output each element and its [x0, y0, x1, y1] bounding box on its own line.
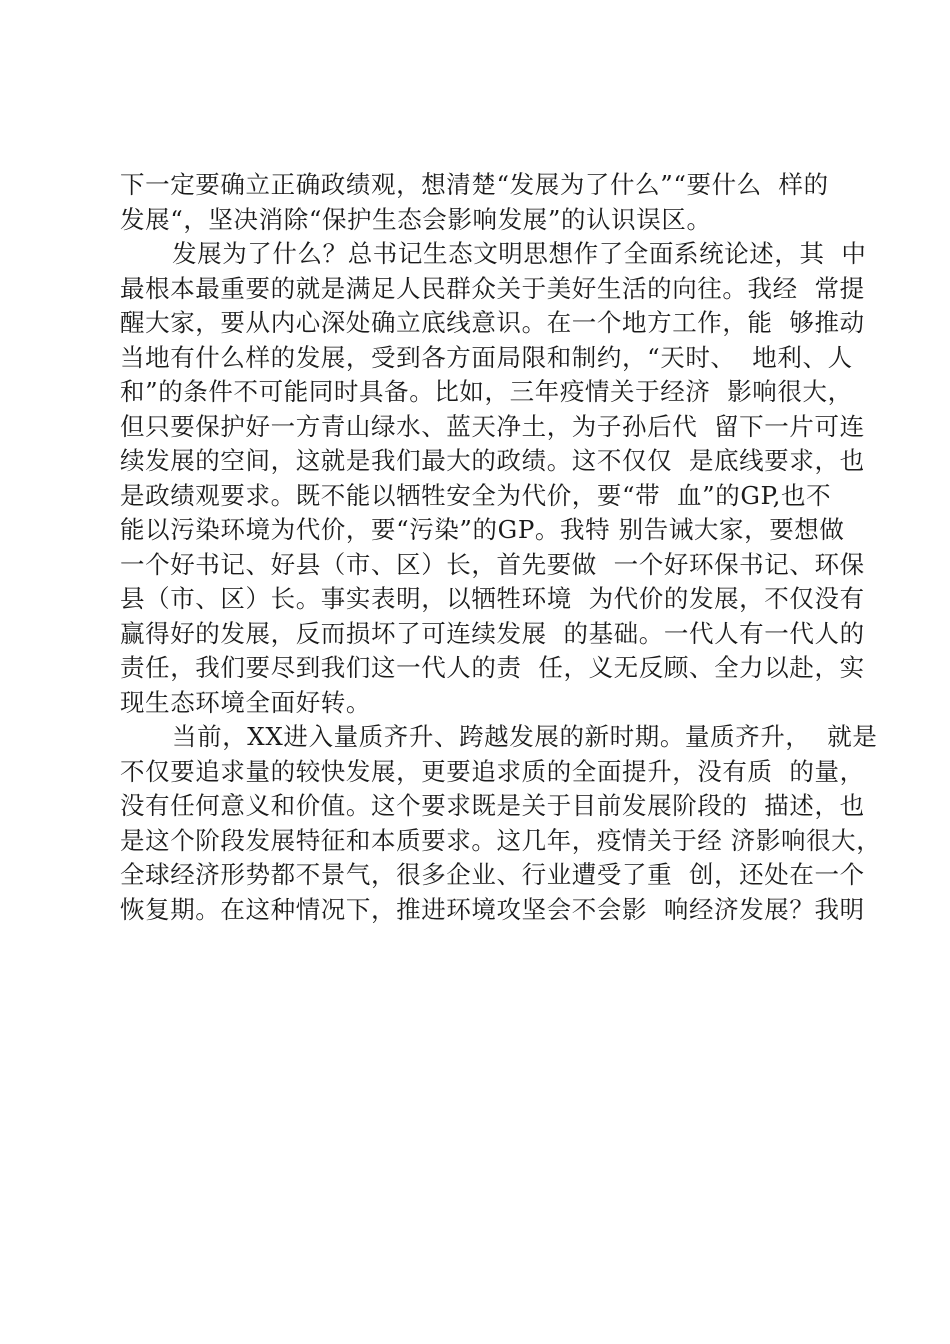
text-line: 当前，XX进入量质齐升、跨越发展的新时期。量质齐升， 就是 [172, 722, 878, 751]
text-line: 赢得好的发展，反而损坏了可连续发展 的基础。一代人有一代人的 [120, 618, 865, 648]
text-line: 是这个阶段发展特征和本质要求。这几年，疫情关于经 济影响很大， [120, 825, 882, 855]
text-line: 现生态环境全面好转。 [120, 687, 371, 717]
text-line: 和”的条件不可能同时具备。比如，三年疫情关于经济 影响很大， [120, 377, 853, 406]
paragraph [120, 720, 882, 927]
text-line: 但只要保护好一方青山绿水、蓝天净土，为子孙后代 留下一片可连 [120, 411, 865, 441]
text-line: 发展“，坚决消除“保护生态会影响发展”的认识误区。 [120, 204, 712, 234]
text-line: 一个好书记、好县（市、区）长，首先要做 一个好环保书记、环保 [120, 549, 865, 579]
text-line: 全球经济形势都不景气，很多企业、行业遭受了重 创，还处在一个 [120, 860, 865, 889]
text-line: 醒大家，要从内心深处确立底线意识。在一个地方工作，能 够推动 [120, 308, 865, 337]
paragraph [120, 237, 867, 720]
text-line: 不仅要追求量的较快发展，更要追求质的全面提升，没有质 的量， [120, 756, 865, 786]
text-line: 是政绩观要求。既不能以牺牲安全为代价，要“带 血”的GP,也不 [120, 480, 832, 510]
text-line: 能以污染环境为代价，要“污染”的GP。我特 别告诫大家，要想做 [120, 515, 845, 544]
text-line: 当地有什么样的发展，受到各方面局限和制约，“天时、 地利、人 [120, 342, 853, 372]
text-line: 下一定要确立正确政绩观，想清楚“发展为了什么”“要什么 样的 [120, 170, 829, 199]
text-line: 责任，我们要尽到我们这一代人的责 任，义无反顾、全力以赴，实 [120, 653, 865, 682]
paragraph [120, 168, 832, 237]
text-line: 恢复期。在这种情况下，推进环境攻坚会不会影 响经济发展？我明 [120, 894, 865, 924]
text-line: 没有任何意义和价值。这个要求既是关于目前发展阶段的 描述，也 [120, 791, 865, 820]
document-body [120, 168, 882, 927]
text-line: 发展为了什么？总书记生态文明思想作了全面系统论述，其 中 [172, 239, 867, 268]
text-line: 县（市、区）长。事实表明，以牺牲环境 为代价的发展，不仅没有 [120, 584, 865, 613]
text-line: 续发展的空间，这就是我们最大的政绩。这不仅仅 是底线要求，也 [120, 446, 865, 475]
text-line: 最根本最重要的就是满足人民群众关于美好生活的向往。我经 常提 [120, 273, 865, 303]
